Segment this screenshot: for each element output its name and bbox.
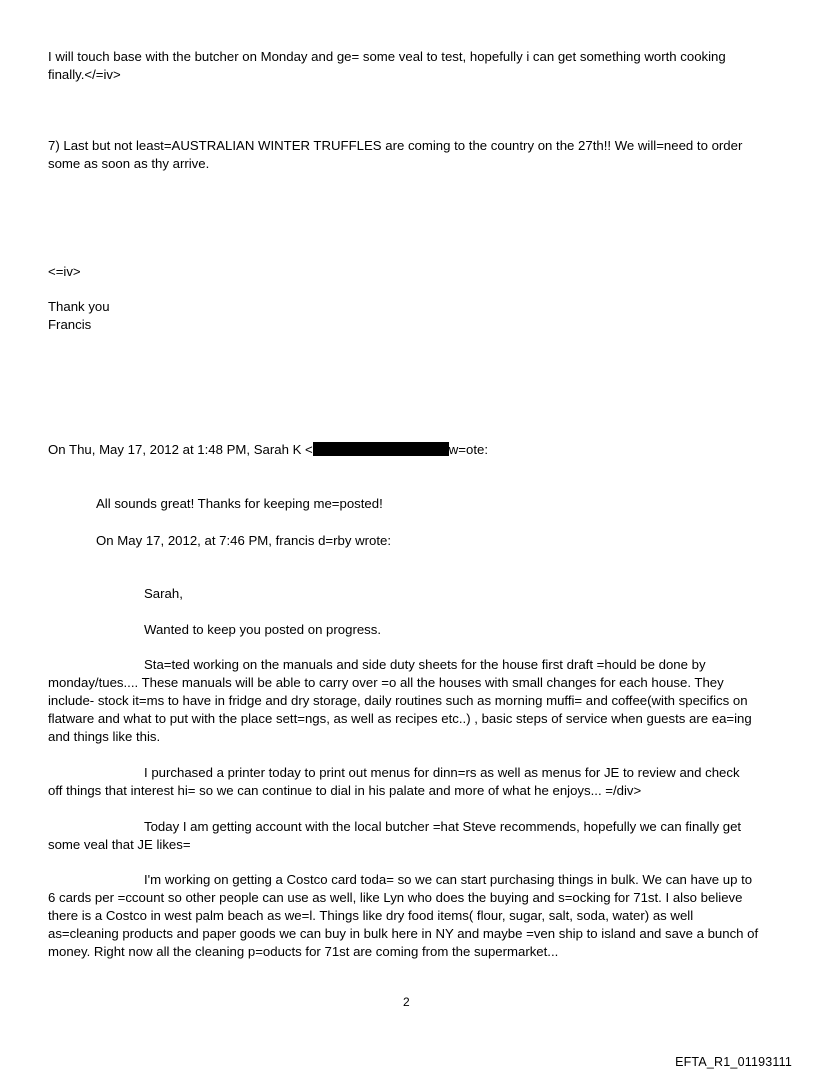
- manuals-paragraph: [48, 656, 752, 746]
- printer-paragraph: [48, 764, 740, 800]
- quoted-header: On May 17, 2012, at 7:46 PM, francis d=rby wrote:: [96, 533, 392, 548]
- text-line: 7) Last but not least=AUSTRALIAN WINTER TRUFFLES are coming to the country on the 27th!! We will=need to order: [48, 138, 743, 153]
- text-line: off things that interest hi= so we can continue to dial in his palate and more of what he enjoys... =/div>: [48, 783, 642, 798]
- text-line: as=cleaning products and paper goods we can buy in bulk here in NY and maybe =ven ship to island and save a bunch of: [48, 926, 759, 941]
- reply-header-suffix: w=ote:: [448, 442, 488, 457]
- text-line: I'm working on getting a Costco card toda= so we can start purchasing things in bulk. We can have up to: [144, 872, 753, 887]
- document-id: EFTA_R1_01193111: [675, 1055, 792, 1069]
- costco-paragraph: [48, 871, 758, 961]
- text-line: monday/tues.... These manuals will be able to carry over =o all the houses with small changes for each house. They: [48, 675, 724, 690]
- quoted-butcher-paragraph: [48, 818, 741, 854]
- text-line: flatware and what to put with the place sett=ngs, as well as recipes etc..) , basic steps of service when guests are ea=ing: [48, 711, 752, 726]
- closing-text: Thank you: [48, 299, 110, 314]
- text-line: money. Right now all the cleaning p=oducts for 71st are coming from the supermarket...: [48, 944, 559, 959]
- page-number: 2: [403, 995, 410, 1009]
- quoted-salutation: Sarah,: [144, 586, 183, 601]
- text-line: include- stock it=ms to have in fridge and dry storage, daily routines such as morning muffi= and coffee(with specifics on: [48, 693, 748, 708]
- text-line: and things like this.: [48, 729, 161, 744]
- butcher-paragraph: [48, 48, 726, 84]
- reply-header: [48, 441, 488, 459]
- text-line: I purchased a printer today to print out menus for dinn=rs as well as menus for JE to review and check: [144, 765, 740, 780]
- quoted-intro: Wanted to keep you posted on progress.: [144, 622, 382, 637]
- text-line: Today I am getting account with the local butcher =hat Steve recommends, hopefully we can finally get: [144, 819, 742, 834]
- text-line: Sta=ted working on the manuals and side duty sheets for the house first draft =hould be done by: [144, 657, 706, 672]
- redaction-bar: [313, 442, 449, 456]
- text-line: finally.</=iv>: [48, 67, 121, 82]
- text-line: I will touch base with the butcher on Monday and ge= some veal to test, hopefully i can get something worth cooking: [48, 49, 726, 64]
- text-line: some veal that JE likes=: [48, 837, 191, 852]
- sarah-reply-text: All sounds great! Thanks for keeping me=posted!: [96, 496, 383, 511]
- signature-text: Francis: [48, 317, 92, 332]
- text-line: there is a Costco in west palm beach as we=l. Things like dry food items( flour, sugar, salt, soda, water) as well: [48, 908, 694, 923]
- div-tag-text: <=iv>: [48, 264, 81, 279]
- text-line: 6 cards per =ccount so other people can use as well, like Lyn who does the buying and s=ocking for 71st. I also believe: [48, 890, 743, 905]
- truffles-paragraph: [48, 137, 742, 173]
- reply-header-prefix: On Thu, May 17, 2012 at 1:48 PM, Sarah K <: [48, 442, 313, 457]
- text-line: some as soon as thy arrive.: [48, 156, 210, 171]
